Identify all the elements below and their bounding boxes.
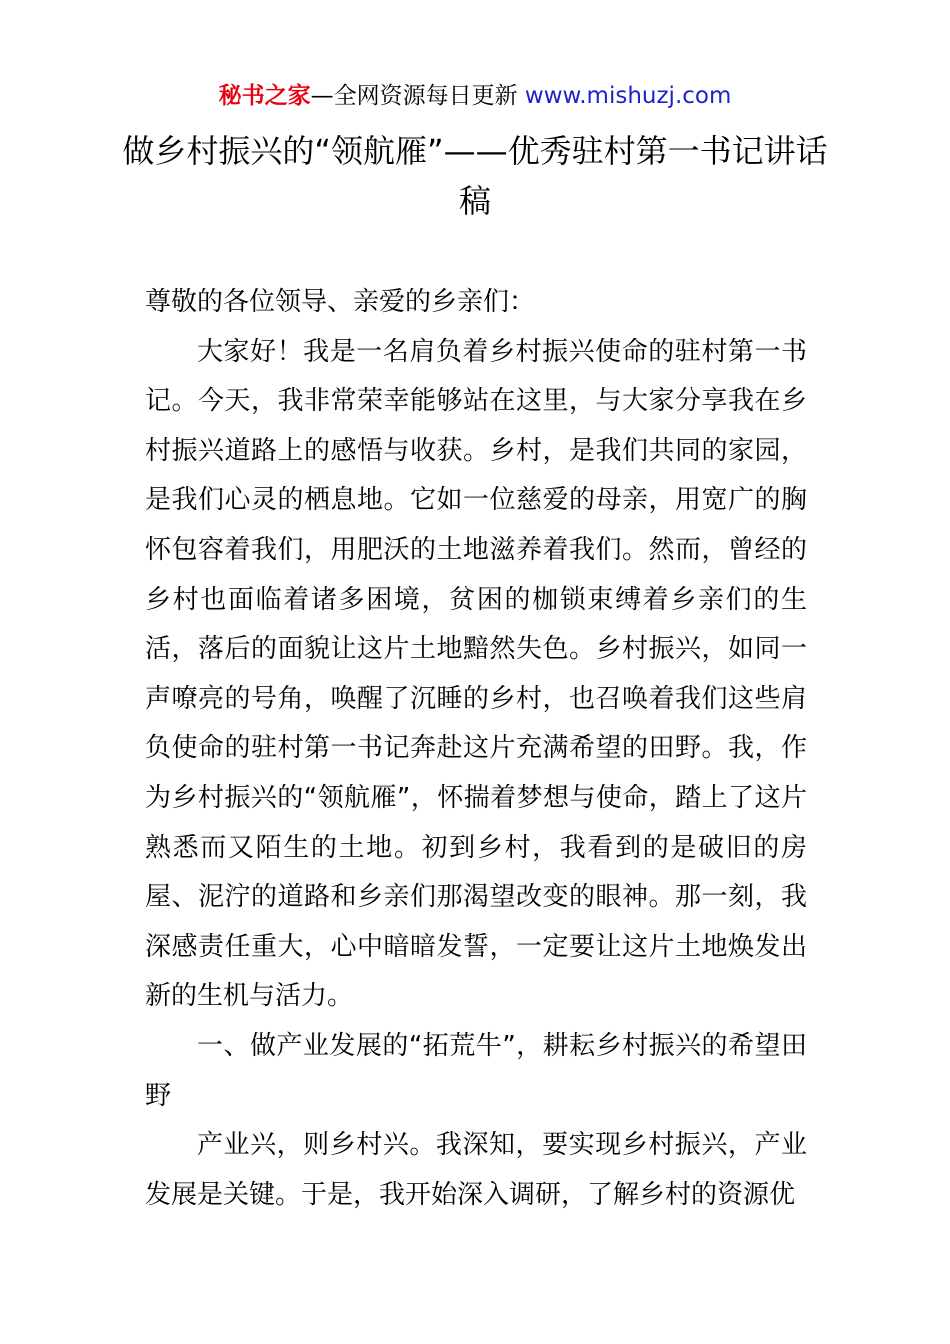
salutation: 尊敬的各位领导、亲爱的乡亲们： bbox=[145, 287, 536, 317]
brand-name: 秘书之家 bbox=[218, 83, 311, 109]
section-heading-1: 一、做产业发展的“拓荒牛”，耕耘乡村振兴的希望田野 bbox=[145, 1030, 807, 1111]
document-body bbox=[145, 278, 807, 1220]
site-url-link[interactable]: www.mishuzj.com bbox=[524, 83, 732, 109]
site-tagline: —全网资源每日更新 bbox=[310, 83, 525, 109]
site-header bbox=[0, 80, 950, 112]
paragraph-industry: 产业兴，则乡村兴。我深知，要实现乡村振兴，产业发展是关键。于是，我开始深入调研，了解乡村的资源优 bbox=[145, 1130, 807, 1210]
paragraph-intro: 大家好！我是一名肩负着乡村振兴使命的驻村第一书记。今天，我非常荣幸能够站在这里，与大家分享我在乡村振兴道路上的感悟与收获。乡村，是我们共同的家园，是我们心灵的栖息地。它如一位慈爱的母亲，用宽广的胸怀包容着我们，用肥沃的土地滋养着我们。然而，曾经的乡村也面临着诸多困境，贫困的枷锁束缚着乡亲们的生活，落后的面貌让这片土地黯然失色。乡村振兴，如同一声嘹亮的号角，唤醒了沉睡的乡村，也召唤着我们这些肩负使命的驻村第一书记奔赴这片充满希望的田野。我，作为乡村振兴的“领航雁”，怀揣着梦想与使命，踏上了这片熟悉而又陌生的土地。初到乡村，我看到的是破旧的房屋、泥泞的道路和乡亲们那渴望改变的眼神。那一刻，我深感责任重大，心中暗暗发誓，一定要让这片土地焕发出新的生机与活力。 bbox=[145, 336, 807, 1012]
document-title: 做乡村振兴的“领航雁”——优秀驻村第一书记讲话稿 bbox=[122, 132, 828, 220]
